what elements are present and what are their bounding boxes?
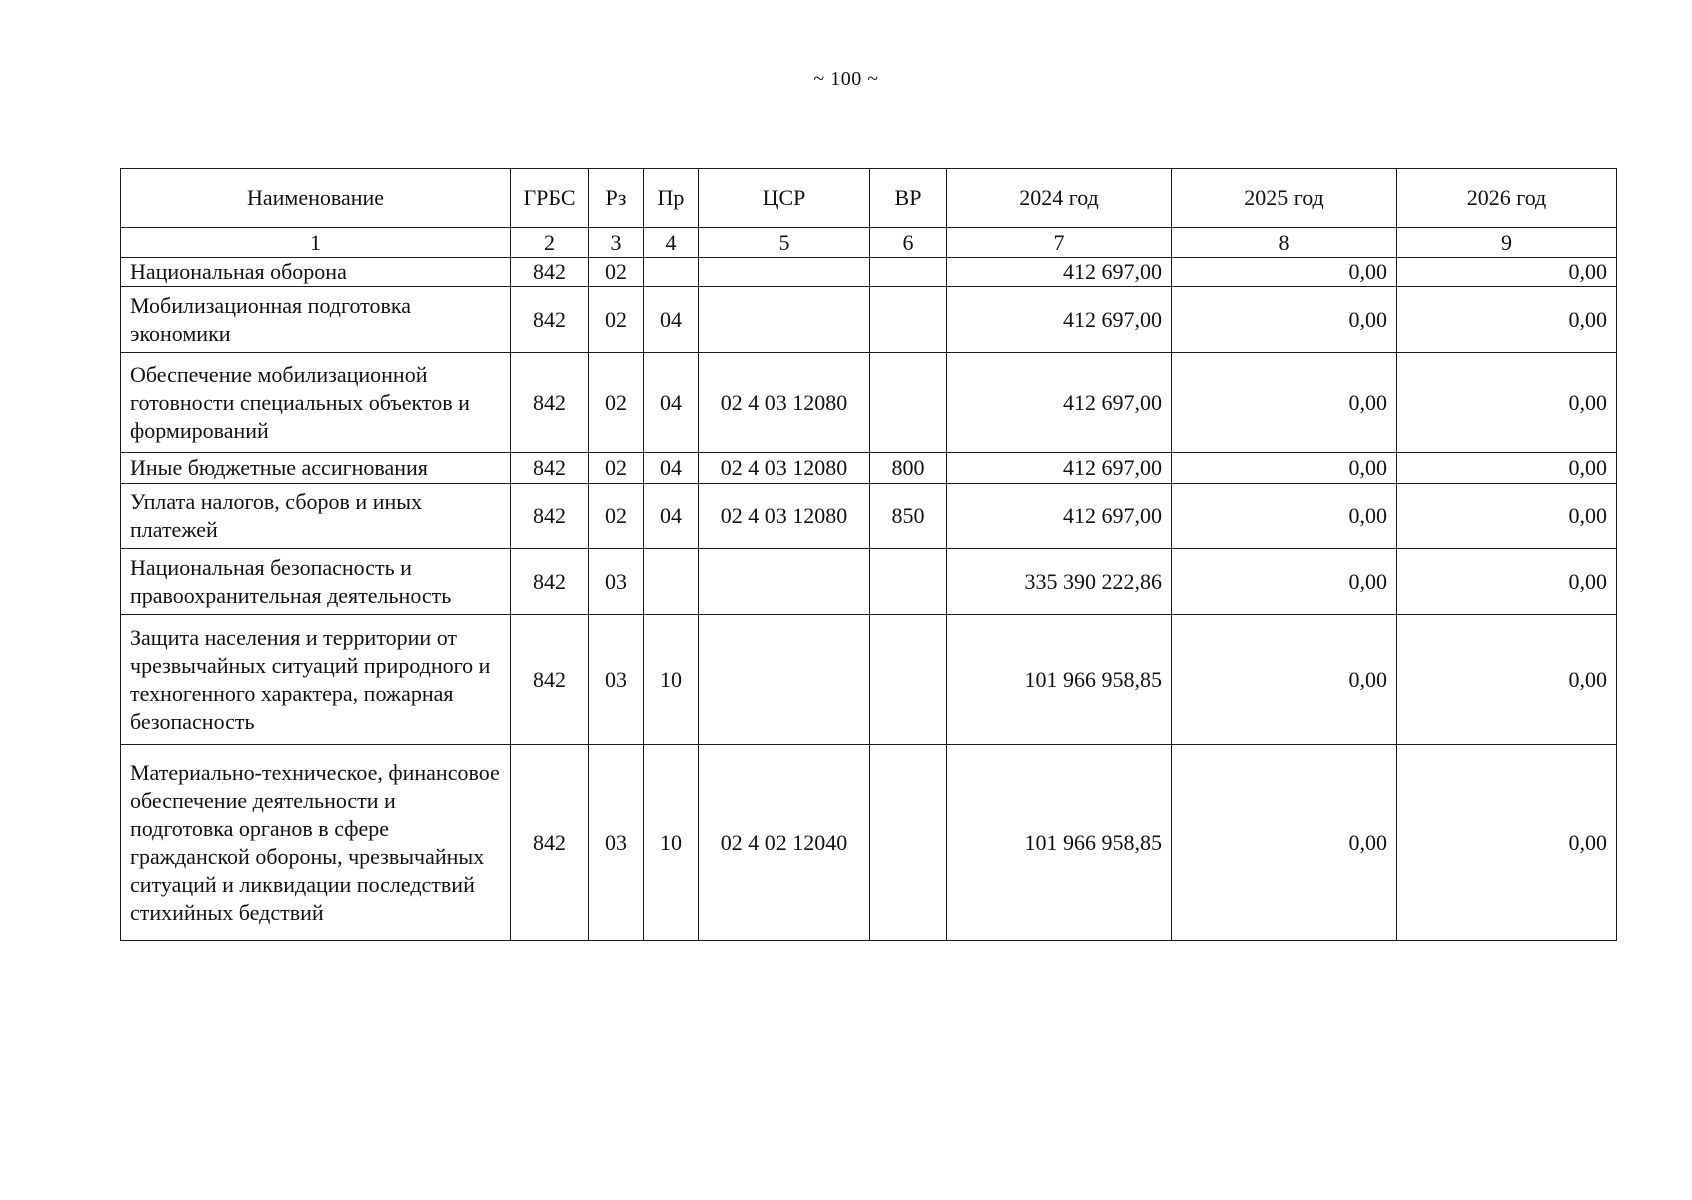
table-row bbox=[121, 258, 1617, 287]
column-number: 8 bbox=[1172, 228, 1397, 258]
cell-vr bbox=[870, 549, 947, 615]
cell-vr: 850 bbox=[870, 484, 947, 549]
cell-name: Национальная оборона bbox=[121, 258, 511, 287]
header-2025: 2025 год bbox=[1172, 169, 1397, 228]
column-number: 5 bbox=[699, 228, 870, 258]
cell-name: Уплата налогов, сборов и иных платежей bbox=[121, 484, 511, 549]
cell-csr: 02 4 03 12080 bbox=[699, 453, 870, 484]
table-row bbox=[121, 745, 1617, 941]
cell-rz: 03 bbox=[589, 745, 644, 941]
header-rz: Рз bbox=[589, 169, 644, 228]
column-number: 3 bbox=[589, 228, 644, 258]
cell-name: Обеспечение мобилизационной готовности специальных объектов и формирований bbox=[121, 353, 511, 453]
cell-name: Национальная безопасность и правоохранительная деятельность bbox=[121, 549, 511, 615]
cell-csr: 02 4 02 12040 bbox=[699, 745, 870, 941]
table-row bbox=[121, 453, 1617, 484]
cell-grbs: 842 bbox=[511, 615, 589, 745]
cell-vr bbox=[870, 258, 947, 287]
table-row bbox=[121, 549, 1617, 615]
cell-2026: 0,00 bbox=[1397, 353, 1617, 453]
cell-name: Материально-техническое, финансовое обеспечение деятельности и подготовка органов в сфере гражданской обороны, чрезвычайных ситуаций и ликвидации последствий стихийных бедствий bbox=[121, 745, 511, 941]
column-number: 7 bbox=[947, 228, 1172, 258]
column-number: 2 bbox=[511, 228, 589, 258]
cell-pr bbox=[644, 549, 699, 615]
cell-vr bbox=[870, 745, 947, 941]
cell-2026: 0,00 bbox=[1397, 287, 1617, 353]
cell-vr bbox=[870, 615, 947, 745]
column-number-row bbox=[121, 228, 1617, 258]
cell-csr: 02 4 03 12080 bbox=[699, 353, 870, 453]
cell-pr: 10 bbox=[644, 745, 699, 941]
cell-pr: 04 bbox=[644, 287, 699, 353]
cell-2025: 0,00 bbox=[1172, 287, 1397, 353]
cell-2026: 0,00 bbox=[1397, 549, 1617, 615]
header-row bbox=[121, 169, 1617, 228]
cell-2025: 0,00 bbox=[1172, 453, 1397, 484]
column-number: 1 bbox=[121, 228, 511, 258]
cell-2024: 412 697,00 bbox=[947, 484, 1172, 549]
cell-grbs: 842 bbox=[511, 287, 589, 353]
cell-2026: 0,00 bbox=[1397, 484, 1617, 549]
cell-grbs: 842 bbox=[511, 453, 589, 484]
cell-rz: 02 bbox=[589, 287, 644, 353]
cell-2026: 0,00 bbox=[1397, 453, 1617, 484]
cell-2025: 0,00 bbox=[1172, 549, 1397, 615]
cell-2025: 0,00 bbox=[1172, 258, 1397, 287]
cell-2024: 101 966 958,85 bbox=[947, 615, 1172, 745]
cell-csr bbox=[699, 549, 870, 615]
cell-vr bbox=[870, 353, 947, 453]
cell-vr: 800 bbox=[870, 453, 947, 484]
page-number: ~ 100 ~ bbox=[813, 68, 879, 90]
cell-2025: 0,00 bbox=[1172, 353, 1397, 453]
cell-rz: 02 bbox=[589, 484, 644, 549]
cell-pr: 10 bbox=[644, 615, 699, 745]
table-row bbox=[121, 287, 1617, 353]
cell-grbs: 842 bbox=[511, 258, 589, 287]
cell-2024: 335 390 222,86 bbox=[947, 549, 1172, 615]
cell-grbs: 842 bbox=[511, 549, 589, 615]
cell-csr bbox=[699, 258, 870, 287]
cell-grbs: 842 bbox=[511, 353, 589, 453]
column-number: 4 bbox=[644, 228, 699, 258]
cell-2025: 0,00 bbox=[1172, 484, 1397, 549]
cell-grbs: 842 bbox=[511, 745, 589, 941]
table-row bbox=[121, 484, 1617, 549]
cell-csr bbox=[699, 615, 870, 745]
cell-csr bbox=[699, 287, 870, 353]
cell-csr: 02 4 03 12080 bbox=[699, 484, 870, 549]
cell-2024: 412 697,00 bbox=[947, 453, 1172, 484]
cell-2024: 412 697,00 bbox=[947, 258, 1172, 287]
header-csr: ЦСР bbox=[699, 169, 870, 228]
cell-rz: 03 bbox=[589, 549, 644, 615]
header-vr: ВР bbox=[870, 169, 947, 228]
cell-pr: 04 bbox=[644, 453, 699, 484]
header-name: Наименование bbox=[121, 169, 511, 228]
cell-rz: 02 bbox=[589, 453, 644, 484]
cell-rz: 02 bbox=[589, 258, 644, 287]
cell-2025: 0,00 bbox=[1172, 745, 1397, 941]
column-number: 6 bbox=[870, 228, 947, 258]
cell-name: Мобилизационная подготовка экономики bbox=[121, 287, 511, 353]
header-grbs: ГРБС bbox=[511, 169, 589, 228]
cell-2026: 0,00 bbox=[1397, 745, 1617, 941]
cell-pr: 04 bbox=[644, 353, 699, 453]
cell-pr bbox=[644, 258, 699, 287]
cell-vr bbox=[870, 287, 947, 353]
cell-rz: 03 bbox=[589, 615, 644, 745]
cell-2024: 412 697,00 bbox=[947, 287, 1172, 353]
cell-2024: 412 697,00 bbox=[947, 353, 1172, 453]
cell-2026: 0,00 bbox=[1397, 615, 1617, 745]
cell-rz: 02 bbox=[589, 353, 644, 453]
header-2024: 2024 год bbox=[947, 169, 1172, 228]
budget-table bbox=[120, 168, 1617, 941]
header-2026: 2026 год bbox=[1397, 169, 1617, 228]
column-number: 9 bbox=[1397, 228, 1617, 258]
cell-2025: 0,00 bbox=[1172, 615, 1397, 745]
cell-pr: 04 bbox=[644, 484, 699, 549]
cell-2026: 0,00 bbox=[1397, 258, 1617, 287]
cell-grbs: 842 bbox=[511, 484, 589, 549]
header-pr: Пр bbox=[644, 169, 699, 228]
cell-name: Защита населения и территории от чрезвычайных ситуаций природного и техногенного характера, пожарная безопасность bbox=[121, 615, 511, 745]
cell-2024: 101 966 958,85 bbox=[947, 745, 1172, 941]
cell-name: Иные бюджетные ассигнования bbox=[121, 453, 511, 484]
table-row bbox=[121, 615, 1617, 745]
table-row bbox=[121, 353, 1617, 453]
